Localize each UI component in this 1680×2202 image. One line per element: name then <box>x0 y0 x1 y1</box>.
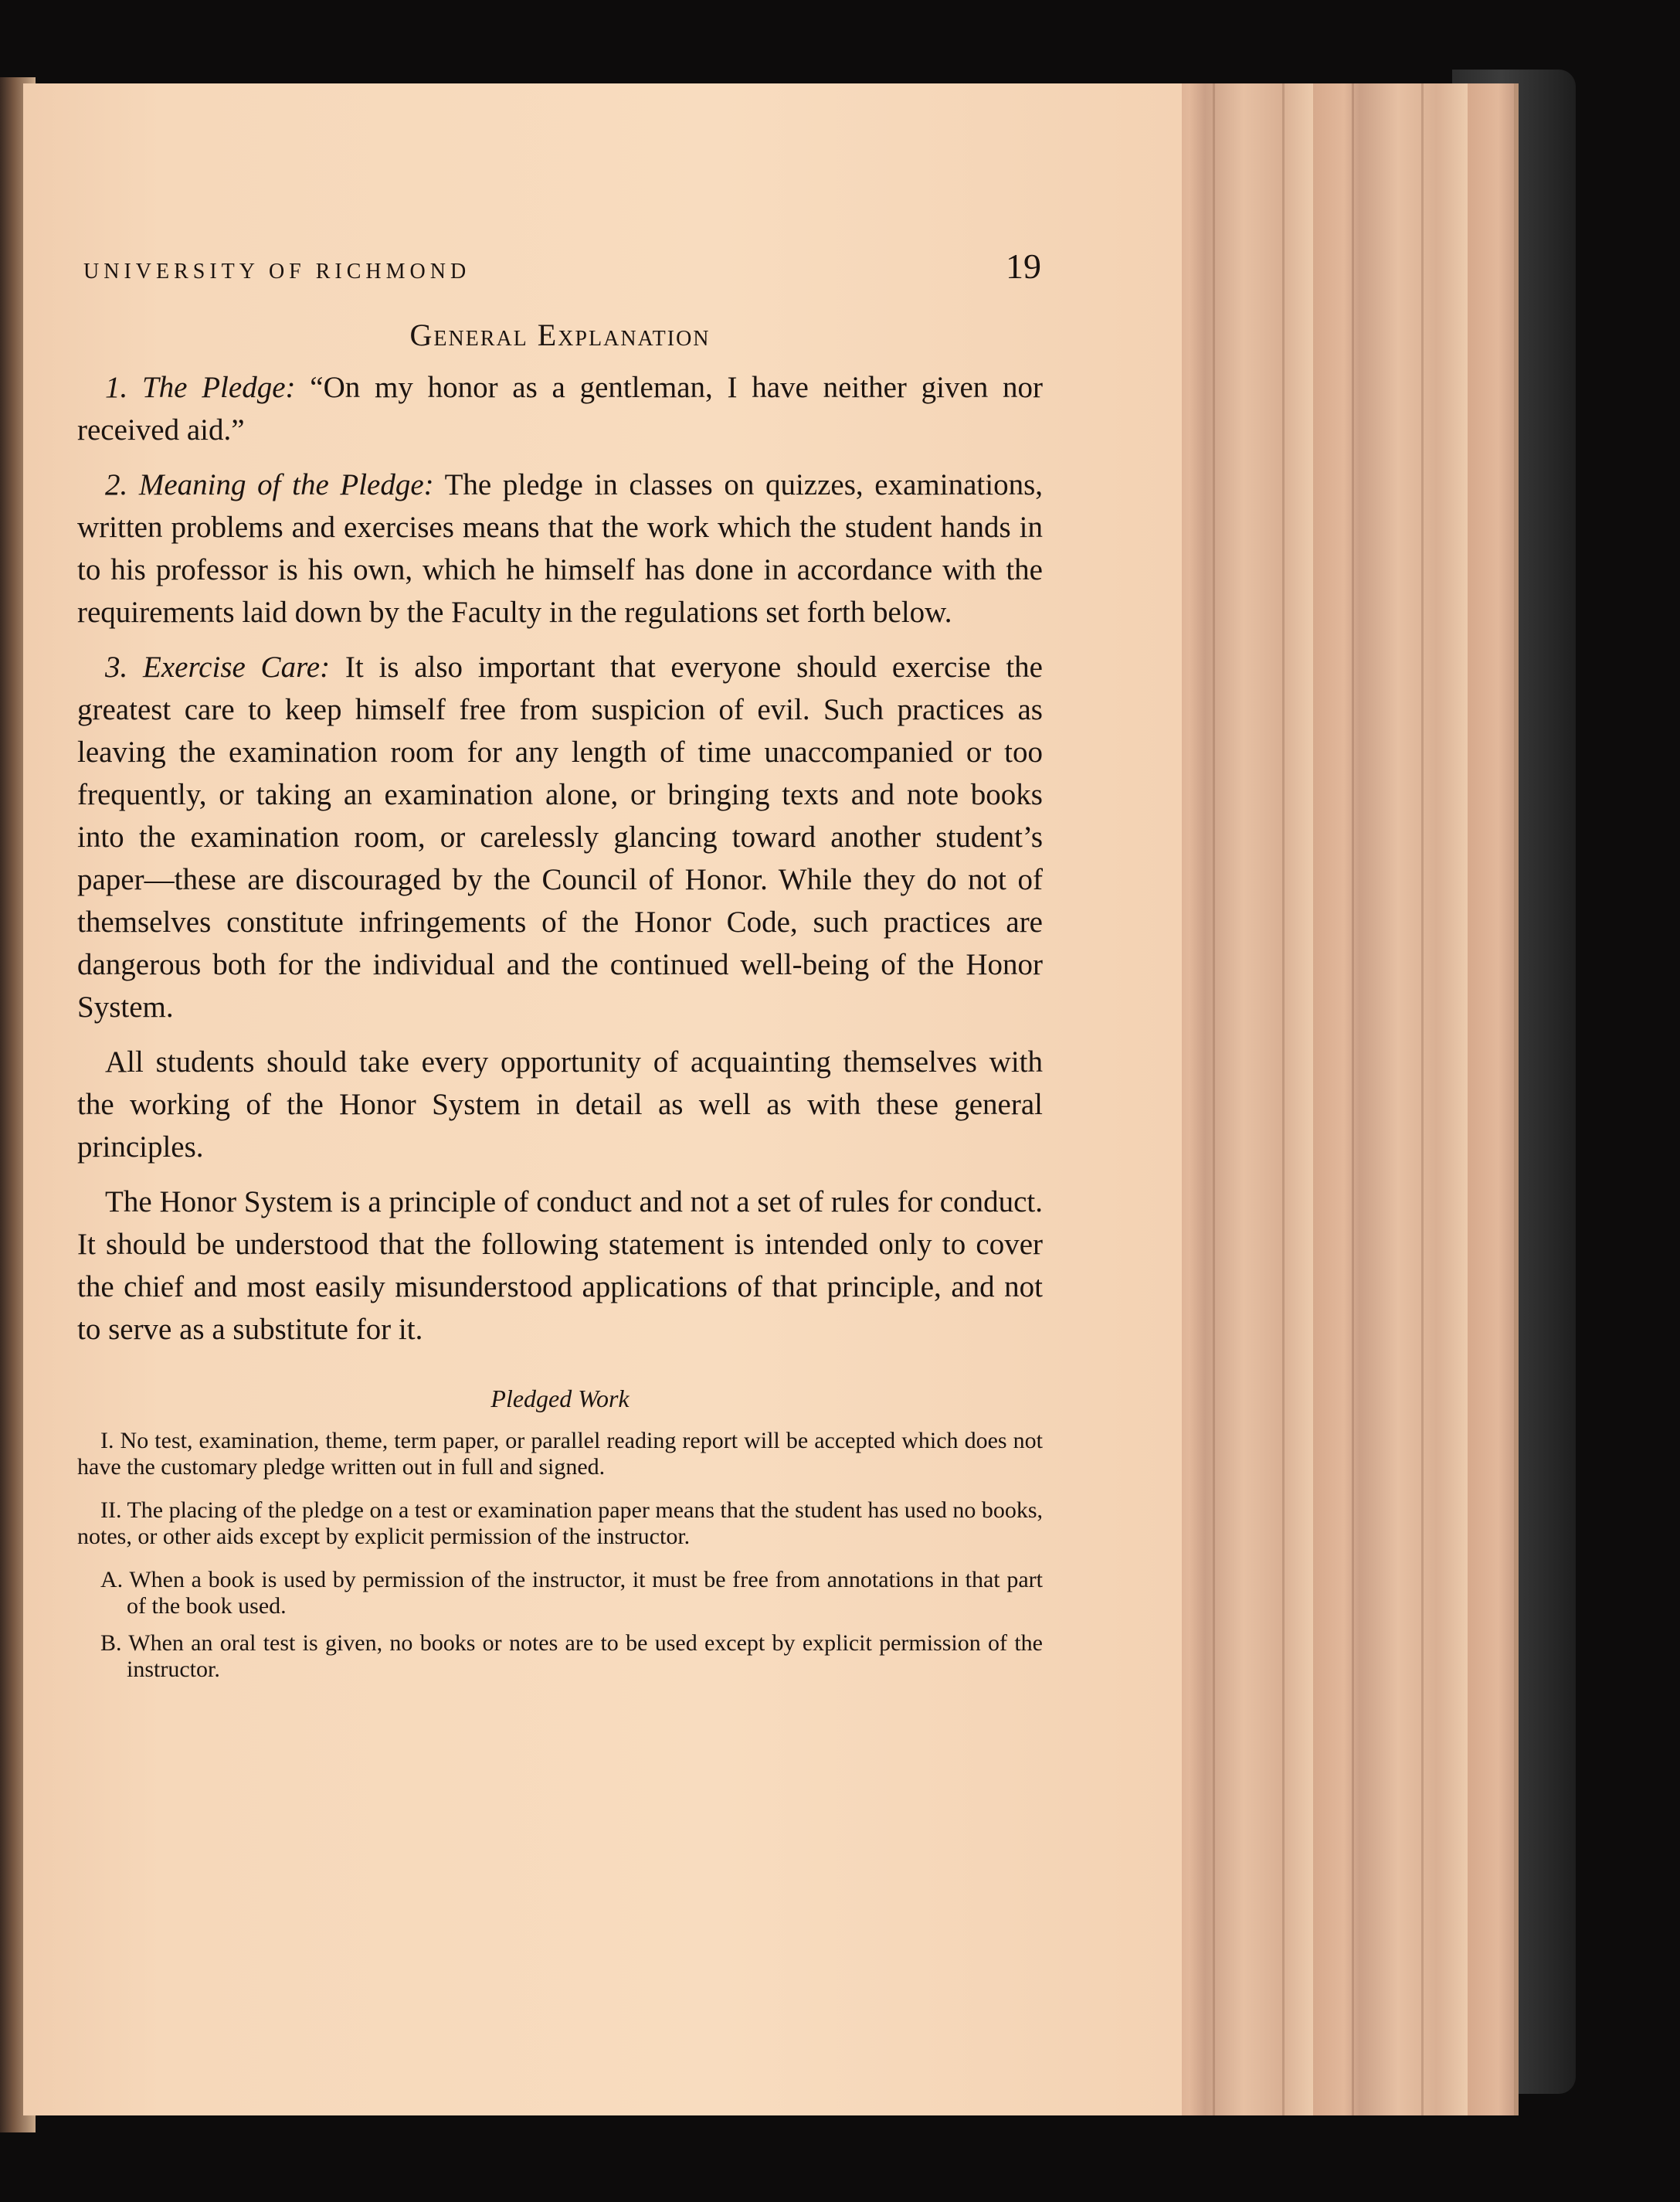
paragraph-honor-system: The Honor System is a principle of conduct and not a set of rules for conduct. It should be understood that the following statement is intended only to cover the chief and most easily misunderstood applications of that principle, and not to serve as a substitute for it. <box>77 1185 1043 1346</box>
pledged-item-a: A. When a book is used by permission of the instructor, it must be free from annotations in that part of the book used. <box>100 1567 1043 1619</box>
paragraph-all-students: All students should take every opportunity of acquainting themselves with the working of the Honor System in detail as well as with these general principles. <box>77 1045 1043 1164</box>
pledged-item-2: II. The placing of the pledge on a test or examination paper means that the student has used no books, notes, or other aids except by explicit permission of the instructor. <box>77 1497 1043 1549</box>
paragraph-pledge <box>77 366 1043 451</box>
running-head <box>83 246 1041 287</box>
meaning-text: The pledge in classes on quizzes, examinations, written problems and exercises means that the work which the student hands in to his professor is his own, which he himself has done in accordance with the requirements laid down by the Faculty in the regulations set forth below. <box>77 468 1043 629</box>
pledged-item-1: I. No test, examination, theme, term paper, or parallel reading report will be accepted which does not have the customary pledge written out in full and signed. <box>77 1428 1043 1480</box>
pledged-work-heading: Pledged Work <box>490 1385 630 1412</box>
paragraph-exercise-care <box>77 646 1043 1028</box>
paragraph-meaning <box>77 464 1043 634</box>
running-title: UNIVERSITY OF RICHMOND <box>83 260 471 284</box>
exercise-care-label: 3. Exercise Care: <box>105 651 331 684</box>
page-edges <box>1159 83 1519 2115</box>
exercise-care-text: It is also important that everyone should exercise the greatest care to keep himself free from suspicion of evil. Such practices as leaving the examination room for any length of time unaccompanied or too frequently, or taking an examination alone, or bringing texts and note books into the examination room, or carelessly glancing toward another student’s paper—these are discouraged by the Council of Honor. While they do not of themselves constitute infringements of the Honor Code, such practices are dangerous both for the individual and the continued well-being of the Honor System. <box>77 651 1043 1024</box>
pledged-item-b: B. When an oral test is given, no books or notes are to be used except by explicit permission of the instructor. <box>100 1630 1043 1682</box>
pledge-label: 1. The Pledge: <box>105 371 296 404</box>
page-body <box>77 315 1043 1694</box>
book-page <box>23 83 1182 2115</box>
meaning-label: 2. Meaning of the Pledge: <box>105 468 434 501</box>
page-number: 19 <box>1006 246 1041 286</box>
pledge-text: “On my honor as a gentleman, I have neither given nor received aid.” <box>77 371 1044 447</box>
pledged-work-list <box>77 1428 1043 1683</box>
section-heading: General Explanation <box>409 318 711 352</box>
